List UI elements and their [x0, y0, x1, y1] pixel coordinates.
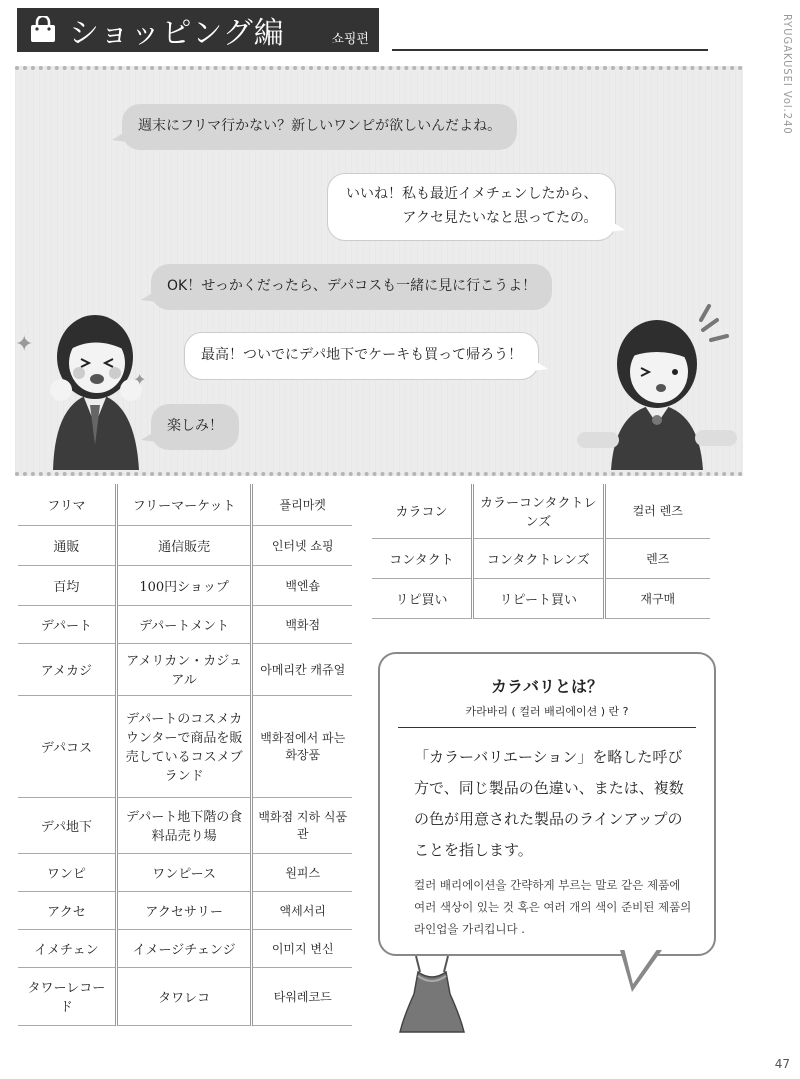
speech-bubble-4 — [184, 332, 539, 380]
glossary-row — [18, 695, 352, 797]
glossary-full-term: アクセサリー — [116, 891, 252, 929]
glossary-korean: 타워레코드 — [252, 967, 352, 1025]
glossary-korean: 액세서리 — [252, 891, 352, 929]
camisole-dress-illustration — [396, 954, 468, 1034]
glossary-abbreviation: 通販 — [18, 525, 116, 565]
glossary-full-term: カラーコンタクトレンズ — [473, 484, 604, 538]
glossary-korean: 백화점에서 파는 화장품 — [252, 695, 352, 797]
glossary-abbreviation: 百均 — [18, 565, 116, 605]
bubble-text: 週末にフリマ行かない？新しいワンピが欲しいんだよね。 — [138, 118, 502, 135]
glossary-full-term: デパート地下階の食料品売り場 — [116, 797, 252, 853]
glossary-row — [18, 891, 352, 929]
glossary-row — [18, 853, 352, 891]
speech-bubble-5 — [151, 404, 239, 450]
glossary-korean: 백엔숍 — [252, 565, 352, 605]
bubble-text: いいね！私も最近イメチェンしたから、 — [346, 186, 598, 203]
glossary-table-left — [18, 484, 352, 1026]
bubble-text-line2: アクセ見たいなと思ってたの。 — [402, 210, 598, 226]
glossary-full-term: 通信販売 — [116, 525, 252, 565]
speech-bubble-3 — [151, 264, 552, 310]
glossary-row — [18, 484, 352, 525]
page-number: 47 — [774, 1057, 790, 1071]
glossary-row — [18, 525, 352, 565]
glossary-abbreviation: フリマ — [18, 484, 116, 525]
bubble-text: 最高！ついでにデパ地下でケーキも買って帰ろう！ — [201, 347, 523, 364]
glossary-abbreviation: カラコン — [372, 484, 473, 538]
speech-bubble-2 — [327, 173, 616, 241]
glossary-row — [372, 484, 710, 538]
glossary-korean: 렌즈 — [604, 538, 710, 578]
section-header — [17, 8, 379, 52]
glossary-abbreviation: コンタクト — [372, 538, 473, 578]
glossary-full-term: アメリカン・カジュアル — [116, 643, 252, 695]
glossary-korean: 백화점 — [252, 605, 352, 643]
magazine-issue-label: RYUGAKUSEI Vol.240 — [781, 14, 794, 135]
header-rule — [392, 49, 708, 51]
box-korean-text: 컬러 배리에이션을 간략하게 부르는 말로 같은 제품에 여러 색상이 있는 것 혹은 여러 개의 색이 준비된 제품의 라인업을 가리킵니다 . — [414, 878, 692, 936]
glossary-abbreviation: ワンピ — [18, 853, 116, 891]
glossary-full-term: リピート買い — [473, 578, 604, 618]
shopping-bag-icon — [17, 8, 69, 52]
glossary-row — [372, 538, 710, 578]
glossary-korean: 컬러 렌즈 — [604, 484, 710, 538]
glossary-full-term: デパートのコスメカウンターで商品を販売しているコスメブランド — [116, 695, 252, 797]
box-title: カラバリとは？ — [490, 677, 603, 696]
glossary-full-term: フリーマーケット — [116, 484, 252, 525]
glossary-korean: 원피스 — [252, 853, 352, 891]
glossary-korean: 아메리칸 캐쥬얼 — [252, 643, 352, 695]
glossary-abbreviation: タワーレコード — [18, 967, 116, 1025]
glossary-full-term: イメージチェンジ — [116, 929, 252, 967]
glossary-korean: 인터넷 쇼핑 — [252, 525, 352, 565]
glossary-abbreviation: アクセ — [18, 891, 116, 929]
bubble-text: OK！せっかくだったら、デパコスも一緒に見に行こうよ！ — [167, 278, 537, 295]
glossary-abbreviation: アメカジ — [18, 643, 116, 695]
glossary-abbreviation: イメチェン — [18, 929, 116, 967]
glossary-row — [18, 605, 352, 643]
bubble-text: 楽しみ！ — [167, 418, 223, 435]
section-title: ショッピング編 — [69, 16, 285, 51]
glossary-abbreviation: デパート — [18, 605, 116, 643]
section-subtitle: 쇼핑편 — [331, 31, 369, 47]
glossary-korean: 백화점 지하 식품관 — [252, 797, 352, 853]
glossary-korean: 재구매 — [604, 578, 710, 618]
glossary-row — [18, 643, 352, 695]
glossary-full-term: デパートメント — [116, 605, 252, 643]
glossary-full-term: ワンピース — [116, 853, 252, 891]
girl-illustration-right — [571, 300, 741, 470]
glossary-full-term: コンタクトレンズ — [473, 538, 604, 578]
glossary-row — [18, 967, 352, 1025]
glossary-full-term: 100円ショップ — [116, 565, 252, 605]
glossary-korean: 플리마켓 — [252, 484, 352, 525]
box-tail-inner — [624, 948, 658, 984]
conversation-scene — [15, 66, 743, 476]
glossary-row — [372, 578, 710, 618]
glossary-abbreviation: デパ地下 — [18, 797, 116, 853]
glossary-row — [18, 929, 352, 967]
glossary-table-right — [372, 484, 710, 619]
sparkle-icon: ✦ — [133, 370, 147, 389]
sparkle-icon: ✦ — [15, 332, 34, 357]
glossary-abbreviation: デパコス — [18, 695, 116, 797]
glossary-abbreviation: リピ買い — [372, 578, 473, 618]
glossary-full-term: タワレコ — [116, 967, 252, 1025]
glossary-row — [18, 797, 352, 853]
glossary-row — [18, 565, 352, 605]
speech-bubble-1 — [122, 104, 517, 150]
glossary-korean: 이미지 변신 — [252, 929, 352, 967]
karabari-explanation-box — [378, 652, 716, 956]
box-subtitle: 카라바리 ( 컬러 배리에이션 ) 란 ? — [398, 703, 696, 728]
box-japanese-text: 「カラーバリエーション」を略した呼び方で、同じ製品の色違い、または、複数の色が用意された製品のラインアップのことを指します。 — [414, 748, 684, 859]
